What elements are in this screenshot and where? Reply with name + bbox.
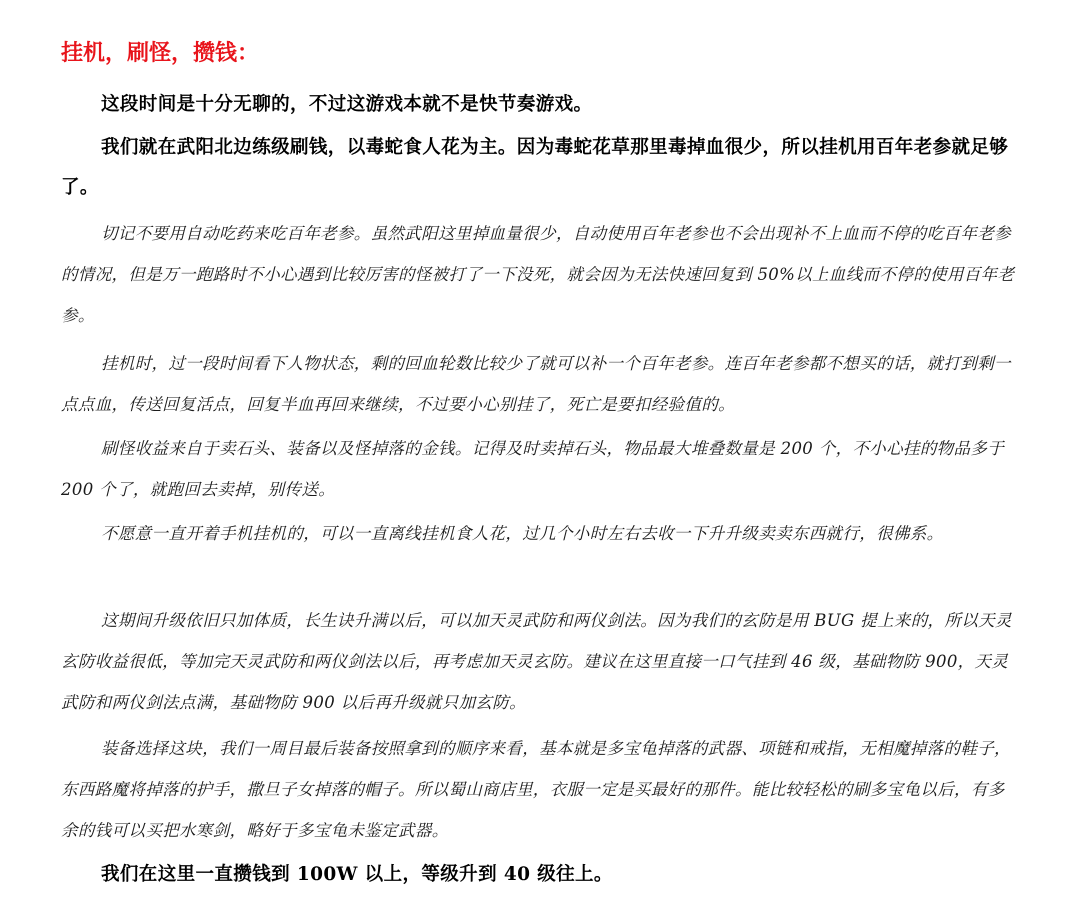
paragraph-intro: 这段时间是十分无聊的，不过这游戏本就不是快节奏游戏。 <box>101 94 593 115</box>
paragraph-income: 刷怪收益来自于卖石头、装备以及怪掉落的金钱。记得及时卖掉石头，物品最大堆叠数量是 200 个，不小心挂的物品多于 200 个了，就跑回去卖掉，别传送。 <box>61 439 1005 499</box>
paragraph-afk-tips: 挂机时，过一段时间看下人物状态，剩的回血轮数比较少了就可以补一个百年老参。连百年老参都不想买的话，就打到剩一点点血，传送回复活点，回复半血再回来继续，不过要小心别挂了，死亡是要扣经验值的。 <box>61 354 1011 414</box>
paragraph-potion-warning: 切记不要用自动吃药来吃百年老参。虽然武阳这里掉血量很少，自动使用百年老参也不会出现补不上血而不停的吃百年老参的情况，但是万一跑路时不小心遇到比较厉害的怪被打了一下没死，就会因为无法快速回复到 50%以上血线而不停的使用百年老参。 <box>61 224 1015 325</box>
paragraph-equipment: 装备选择这块，我们一周目最后装备按照拿到的顺序来看，基本就是多宝龟掉落的武器、项链和戒指，无相魔掉落的鞋子，东西路魔将掉落的护手，撒旦子女掉落的帽子。所以蜀山商店里，衣服一定是买最好的那件。能比较轻松的刷多宝龟以后，有多余的钱可以买把水寒剑，略好于多宝龟未鉴定武器。 <box>61 739 1011 840</box>
paragraph-goal: 我们在这里一直攒钱到 100W 以上，等级升到 40 级往上。 <box>101 864 613 885</box>
paragraph-offline: 不愿意一直开着手机挂机的，可以一直离线挂机食人花，过几个小时左右去收一下升升级卖卖东西就行，很佛系。 <box>101 524 944 543</box>
paragraph-leveling: 这期间升级依旧只加体质，长生诀升满以后，可以加天灵武防和两仪剑法。因为我们的玄防是用 BUG 提上来的，所以天灵玄防收益很低，等加完天灵武防和两仪剑法以后，再考虑加天灵玄防。建议在这里直接一口气挂到 46 级，基础物防 900，天灵武防和两仪剑法点满，基础物防 900 以后再升级就只加玄防。 <box>61 611 1012 712</box>
section-heading: 挂机，刷怪，攒钱： <box>61 40 260 66</box>
paragraph-location: 我们就在武阳北边练级刷钱，以毒蛇食人花为主。因为毒蛇花草那里毒掉血很少，所以挂机用百年老参就足够了。 <box>61 137 1009 198</box>
